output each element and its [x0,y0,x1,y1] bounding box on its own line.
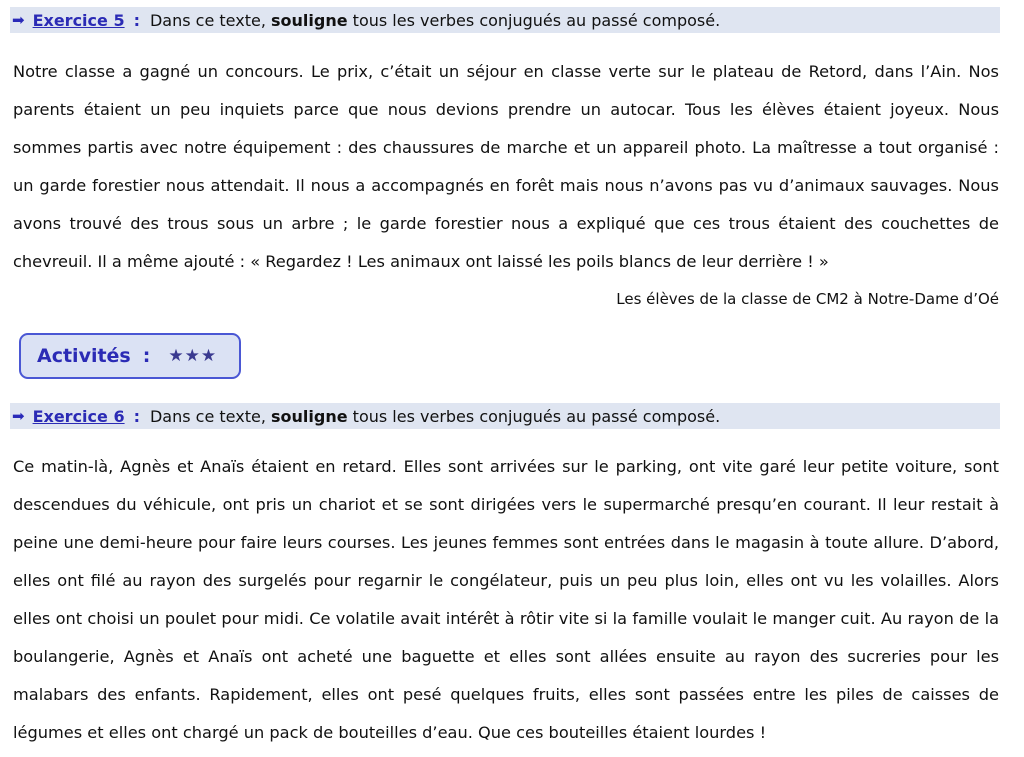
exercise-6-header [10,403,1000,429]
exercise-5-text: Notre classe a gagné un concours. Le prix, c’était un séjour en classe verte sur le plateau de Retord, dans l’Ain. Nos parents étaient un peu inquiets parce que nous devions prendre un autocar. Tous les élèves étaient joyeux. Nous sommes partis avec notre équipement : des chaussures de marche et un appareil photo. La maîtresse a tout organisé : un garde forestier nous attendait. Il nous a accompagnés en forêt mais nous n’avons pas vu d’animaux sauvages. Nous avons trouvé des trous sous un arbre ; le garde forestier nous a expliqué que ces trous étaient des couchettes de chevreuil. Il a même ajouté : « Regardez ! Les animaux ont laissé les poils blancs de leur derrière ! » [13,62,999,271]
exercise-5-source: Les élèves de la classe de CM2 à Notre-Dame d’Oé [616,290,999,308]
arrow-right-icon: ➡ [12,11,25,29]
exercise-5-title[interactable]: Exercice 5 [32,10,125,30]
difficulty-stars-icon: ★★★ [168,346,218,366]
exercise-6-instruction: Dans ce texte, souligne tous les verbes conjugués au passé composé. [149,406,721,426]
exercise-6-colon: : [133,406,140,426]
exercise-5-header [10,7,1000,33]
exercise-6-title[interactable]: Exercice 6 [32,406,125,426]
activites-label: Activités [37,345,131,367]
exercise-5-instruction: Dans ce texte, souligne tous les verbes conjugués au passé composé. [149,10,721,30]
activites-badge [19,333,241,379]
exercise-6-text: Ce matin-là, Agnès et Anaïs étaient en retard. Elles sont arrivées sur le parking, ont vite garé leur petite voiture, sont descendues du véhicule, ont pris un chariot et se sont dirigées vers le supermarché presqu’en courant. Il leur restait à peine une demi-heure pour faire leurs courses. Les jeunes femmes sont entrées dans le magasin à toute allure. D’abord, elles ont filé au rayon des surgelés pour regarnir le congélateur, puis un peu plus loin, elles ont vu les volailles. Alors elles ont choisi un poulet pour midi. Ce volatile avait intérêt à rôtir vite si la famille voulait le manger cuit. Au rayon de la boulangerie, Agnès et Anaïs ont acheté une baguette et elles sont allées ensuite au rayon des sucreries pour les malabars des enfants. Rapidement, elles ont pesé quelques fruits, elles sont passées entre les piles de caisses de légumes et elles ont chargé un pack de bouteilles d’eau. Que ces bouteilles étaient lourdes ! [13,457,999,742]
arrow-right-icon: ➡ [12,407,25,425]
activites-colon: : [142,345,151,367]
exercise-5-colon: : [133,10,140,30]
